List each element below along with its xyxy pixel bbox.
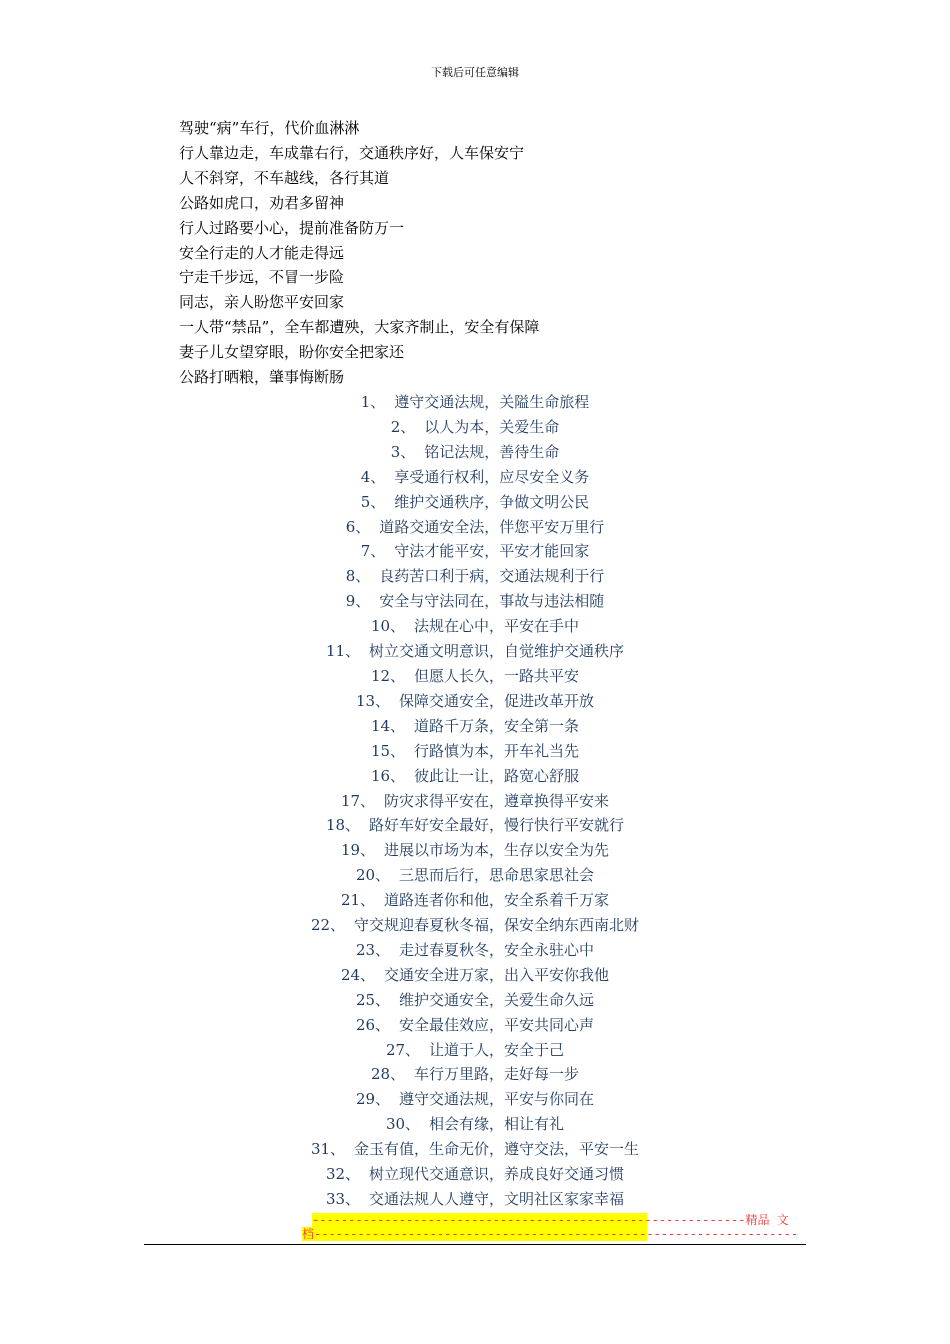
item-number: 30、 [385, 1115, 421, 1134]
list-item [0, 639, 950, 664]
item-text: 遵守交通法规，关隘生命旅程 [394, 393, 590, 411]
item-text: 维护交通秩序，争做文明公民 [394, 492, 590, 511]
list-item [0, 714, 950, 739]
item-number: 19、 [340, 841, 376, 860]
list-item [0, 1187, 950, 1212]
slogan-line: 宁走千步远，不冒一步险 [179, 268, 345, 287]
item-number: 9、 [345, 592, 371, 611]
item-text: 交通法规人人遵守，文明社区家家幸福 [369, 1190, 625, 1208]
list-item [0, 739, 950, 764]
item-number: 2、 [390, 417, 416, 436]
item-number: 1、 [360, 393, 386, 411]
item-text: 交通安全进万家，出入平安你我他 [384, 965, 610, 984]
list-item [0, 938, 950, 963]
item-text: 树立交通文明意识，自觉维护交通秩序 [369, 642, 625, 661]
item-text: 安全与守法同在，事故与违法相随 [379, 592, 605, 611]
item-number: 8、 [345, 567, 371, 586]
list-item [0, 589, 950, 614]
item-text: 道路连者你和他，安全系着千万家 [384, 891, 610, 910]
list-item [0, 1038, 950, 1063]
slogan-line: 公路打晒粮，肇事悔断肠 [179, 368, 345, 387]
list-item [0, 1013, 950, 1038]
item-text: 防灾求得平安在，遵章换得平安来 [384, 791, 610, 810]
item-number: 20、 [355, 866, 391, 885]
item-text: 树立现代交通意识，养成良好交通习惯 [369, 1165, 625, 1184]
numbered-slogan-list [0, 390, 950, 1212]
list-item [0, 1112, 950, 1137]
list-item [0, 440, 950, 465]
item-number: 4、 [360, 467, 386, 486]
item-text: 享受通行权利，应尽安全义务 [394, 467, 590, 486]
item-text: 保障交通安全，促进改革开放 [399, 691, 595, 710]
item-number: 23、 [355, 940, 391, 959]
slogan-line: 一人带“禁品”，全车都遭殃，大家齐制止，安全有保障 [179, 318, 540, 337]
item-text: 法规在心中，平安在手中 [414, 617, 580, 636]
list-item [0, 988, 950, 1013]
list-item [0, 415, 950, 440]
item-text: 但愿人长久，一路共平安 [414, 666, 580, 685]
list-item [0, 963, 950, 988]
item-number: 28、 [370, 1065, 406, 1084]
item-text: 行路慎为本，开车礼当先 [414, 741, 580, 760]
list-item [0, 1062, 950, 1087]
list-item [0, 813, 950, 838]
item-number: 25、 [355, 990, 391, 1009]
slogan-line: 同志，亲人盼您平安回家 [179, 293, 345, 312]
item-text: 进展以市场为本，生存以安全为先 [384, 841, 610, 860]
item-text: 安全最佳效应，平安共同心声 [399, 1015, 595, 1034]
item-number: 10、 [370, 617, 406, 636]
list-item [0, 539, 950, 564]
item-text: 守法才能平安，平安才能回家 [394, 542, 590, 561]
footer-row-1: ------------------------------------------------------------精品 文 [312, 1213, 789, 1227]
item-text: 相会有缘，相让有礼 [429, 1115, 565, 1134]
list-item [0, 490, 950, 515]
list-item [0, 689, 950, 714]
slogan-line: 公路如虎口，劝君多留神 [179, 193, 345, 212]
list-item [0, 1087, 950, 1112]
item-number: 3、 [390, 442, 416, 461]
item-number: 32、 [325, 1165, 361, 1184]
item-text: 车行万里路，走好每一步 [414, 1065, 580, 1084]
slogan-line: 安全行走的人才能走得远 [179, 243, 345, 262]
item-number: 31、 [310, 1140, 346, 1159]
item-text: 以人为本，关爱生命 [424, 417, 560, 436]
item-number: 24、 [340, 965, 376, 984]
item-text: 遵守交通法规，平安与你同在 [399, 1090, 595, 1109]
item-text: 道路交通安全法，伴您平安万里行 [379, 517, 605, 536]
list-item [0, 465, 950, 490]
slogan-lines [179, 116, 779, 390]
list-item [0, 913, 950, 938]
item-number: 11、 [325, 642, 361, 661]
list-item [0, 664, 950, 689]
item-number: 15、 [370, 741, 406, 760]
list-item [0, 764, 950, 789]
slogan-line: 行人过路要小心，提前准备防万一 [179, 218, 405, 237]
list-item [0, 390, 950, 415]
item-text: 守交规迎春夏秋冬福，保安全纳东西南北财 [354, 916, 640, 935]
list-item [0, 1162, 950, 1187]
footer-row-2: 档------------------------------------------------------------------- [302, 1227, 799, 1241]
item-number: 27、 [385, 1040, 421, 1059]
bottom-divider [144, 1244, 806, 1245]
item-number: 33、 [325, 1190, 361, 1208]
item-text: 彼此让一让，路宽心舒服 [414, 766, 580, 785]
item-number: 17、 [340, 791, 376, 810]
item-number: 22、 [310, 916, 346, 935]
slogan-line: 人不斜穿，不车越线，各行其道 [179, 168, 390, 187]
item-text: 维护交通安全，关爱生命久远 [399, 990, 595, 1009]
item-number: 14、 [370, 716, 406, 735]
list-item [0, 1137, 950, 1162]
list-item [0, 614, 950, 639]
slogan-line: 妻子儿女望穿眼，盼你安全把家还 [179, 343, 405, 362]
item-text: 让道于人，安全于己 [429, 1040, 565, 1059]
item-number: 16、 [370, 766, 406, 785]
item-number: 7、 [360, 542, 386, 561]
item-number: 12、 [370, 666, 406, 685]
slogan-line: 驾驶“病”车行，代价血淋淋 [179, 119, 360, 137]
item-text: 道路千万条，安全第一条 [414, 716, 580, 735]
item-number: 6、 [345, 517, 371, 536]
item-text: 走过春夏秋冬，安全永驻心中 [399, 940, 595, 959]
item-number: 18、 [325, 816, 361, 835]
item-number: 13、 [355, 691, 391, 710]
list-item [0, 789, 950, 814]
slogan-line: 行人靠边走，车成靠右行，交通秩序好，人车保安宁 [179, 143, 525, 162]
item-text: 铭记法规，善待生命 [424, 442, 560, 461]
page-header: 下载后可任意编辑 [431, 66, 519, 79]
list-item [0, 515, 950, 540]
item-number: 29、 [355, 1090, 391, 1109]
list-item [0, 888, 950, 913]
item-text: 三思而后行，思命思家思社会 [399, 866, 595, 885]
item-text: 良药苦口利于病，交通法规利于行 [379, 567, 605, 586]
item-text: 金玉有值，生命无价，遵守交法，平安一生 [354, 1140, 640, 1159]
item-number: 21、 [340, 891, 376, 910]
list-item [0, 838, 950, 863]
item-number: 26、 [355, 1015, 391, 1034]
item-number: 5、 [360, 492, 386, 511]
list-item [0, 863, 950, 888]
item-text: 路好车好安全最好，慢行快行平安就行 [369, 816, 625, 835]
highlighted-footer-note [302, 1213, 799, 1241]
list-item [0, 564, 950, 589]
